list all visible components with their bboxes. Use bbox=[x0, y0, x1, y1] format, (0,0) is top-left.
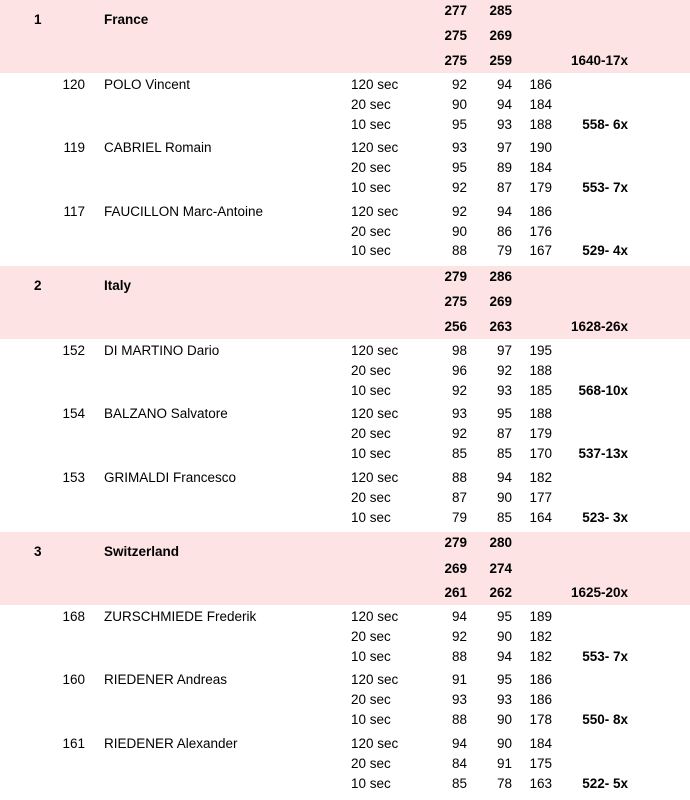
series-label: 20 sec bbox=[351, 160, 391, 175]
series-score: 92 bbox=[451, 383, 467, 398]
series-label: 120 sec bbox=[351, 343, 399, 358]
team-score: 263 bbox=[489, 319, 512, 334]
team-rank: 1 bbox=[34, 12, 42, 27]
team-score: 285 bbox=[489, 3, 512, 18]
series-sum: 179 bbox=[529, 426, 552, 441]
series-score: 92 bbox=[496, 363, 512, 378]
series-score: 93 bbox=[496, 383, 512, 398]
series-score: 87 bbox=[496, 426, 512, 441]
series-label: 120 sec bbox=[351, 204, 399, 219]
series-label: 120 sec bbox=[351, 609, 399, 624]
athlete-bib: 120 bbox=[62, 77, 85, 92]
series-sum: 167 bbox=[529, 243, 552, 258]
team-score: 262 bbox=[489, 585, 512, 600]
series-score: 86 bbox=[496, 224, 512, 239]
series-score: 94 bbox=[496, 470, 512, 485]
athlete-name: BALZANO Salvatore bbox=[104, 406, 228, 421]
series-score: 94 bbox=[496, 97, 512, 112]
series-sum: 184 bbox=[529, 97, 552, 112]
series-sum: 182 bbox=[529, 629, 552, 644]
series-label: 10 sec bbox=[351, 180, 391, 195]
series-score: 87 bbox=[496, 180, 512, 195]
series-sum: 163 bbox=[529, 776, 552, 791]
athlete-name: RIEDENER Andreas bbox=[104, 672, 228, 687]
series-score: 92 bbox=[451, 426, 467, 441]
athlete-bib: 154 bbox=[62, 406, 85, 421]
series-label: 10 sec bbox=[351, 383, 391, 398]
series-sum: 177 bbox=[529, 490, 552, 505]
series-score: 85 bbox=[451, 776, 467, 791]
series-sum: 178 bbox=[529, 712, 552, 727]
team-score: 261 bbox=[444, 585, 467, 600]
series-score: 94 bbox=[496, 649, 512, 664]
series-sum: 182 bbox=[529, 470, 552, 485]
series-sum: 186 bbox=[529, 692, 552, 707]
series-score: 90 bbox=[451, 224, 467, 239]
series-score: 96 bbox=[451, 363, 467, 378]
series-sum: 184 bbox=[529, 736, 552, 751]
series-score: 92 bbox=[451, 204, 467, 219]
series-score: 90 bbox=[496, 736, 512, 751]
athlete-total: 523- 3x bbox=[582, 510, 628, 525]
series-label: 10 sec bbox=[351, 776, 391, 791]
series-score: 90 bbox=[496, 629, 512, 644]
team-name: Italy bbox=[104, 278, 132, 293]
athlete-name: DI MARTINO Dario bbox=[104, 343, 220, 358]
series-score: 95 bbox=[496, 672, 512, 687]
team-score: 274 bbox=[489, 561, 512, 576]
athlete-total: 568-10x bbox=[578, 383, 628, 398]
series-sum: 184 bbox=[529, 160, 552, 175]
series-label: 20 sec bbox=[351, 224, 391, 239]
series-score: 93 bbox=[496, 692, 512, 707]
series-sum: 190 bbox=[529, 140, 552, 155]
athlete-bib: 161 bbox=[62, 736, 85, 751]
series-score: 97 bbox=[496, 140, 512, 155]
series-score: 95 bbox=[451, 117, 467, 132]
team-rank: 2 bbox=[34, 278, 42, 293]
series-label: 120 sec bbox=[351, 140, 399, 155]
athlete-total: 553- 7x bbox=[582, 649, 628, 664]
athlete-total: 529- 4x bbox=[582, 243, 628, 258]
athlete-total: 537-13x bbox=[578, 446, 628, 461]
series-sum: 188 bbox=[529, 406, 552, 421]
series-score: 91 bbox=[496, 756, 512, 771]
series-score: 88 bbox=[451, 712, 467, 727]
athlete-name: POLO Vincent bbox=[104, 77, 191, 92]
series-score: 93 bbox=[451, 692, 467, 707]
series-score: 90 bbox=[496, 712, 512, 727]
series-score: 90 bbox=[451, 97, 467, 112]
series-score: 78 bbox=[496, 776, 512, 791]
series-score: 79 bbox=[496, 243, 512, 258]
athlete-bib: 152 bbox=[62, 343, 85, 358]
team-score: 269 bbox=[489, 28, 512, 43]
athlete-name: ZURSCHMIEDE Frederik bbox=[104, 609, 257, 624]
series-score: 95 bbox=[496, 609, 512, 624]
team-total: 1625-20x bbox=[570, 585, 628, 600]
series-label: 20 sec bbox=[351, 756, 391, 771]
series-score: 93 bbox=[496, 117, 512, 132]
series-label: 20 sec bbox=[351, 692, 391, 707]
series-score: 93 bbox=[451, 140, 467, 155]
series-score: 90 bbox=[496, 490, 512, 505]
series-score: 94 bbox=[451, 736, 467, 751]
series-score: 94 bbox=[496, 204, 512, 219]
series-label: 10 sec bbox=[351, 712, 391, 727]
series-score: 92 bbox=[451, 629, 467, 644]
athlete-total: 522- 5x bbox=[582, 776, 628, 791]
series-score: 91 bbox=[451, 672, 467, 687]
team-score: 277 bbox=[444, 3, 467, 18]
athlete-bib: 119 bbox=[63, 140, 85, 155]
series-sum: 188 bbox=[529, 363, 552, 378]
team-score: 279 bbox=[444, 535, 467, 550]
series-score: 85 bbox=[496, 510, 512, 525]
team-score: 275 bbox=[444, 53, 467, 68]
series-sum: 189 bbox=[529, 609, 552, 624]
athlete-name: FAUCILLON Marc-Antoine bbox=[104, 204, 264, 219]
series-score: 95 bbox=[496, 406, 512, 421]
series-sum: 195 bbox=[529, 343, 552, 358]
team-name: Switzerland bbox=[104, 544, 180, 559]
series-sum: 175 bbox=[529, 756, 552, 771]
series-label: 20 sec bbox=[351, 97, 391, 112]
athlete-name: CABRIEL Romain bbox=[104, 140, 212, 155]
team-score: 275 bbox=[444, 294, 467, 309]
series-label: 20 sec bbox=[351, 629, 391, 644]
team-rank: 3 bbox=[34, 544, 42, 559]
series-sum: 176 bbox=[529, 224, 552, 239]
team-score: 259 bbox=[489, 53, 512, 68]
athlete-bib: 160 bbox=[62, 672, 85, 687]
athlete-total: 550- 8x bbox=[582, 712, 628, 727]
athlete-name: GRIMALDI Francesco bbox=[104, 470, 237, 485]
series-sum: 164 bbox=[529, 510, 552, 525]
team-score: 269 bbox=[444, 561, 467, 576]
series-score: 98 bbox=[451, 343, 467, 358]
series-score: 95 bbox=[451, 160, 467, 175]
series-score: 79 bbox=[451, 510, 467, 525]
series-label: 20 sec bbox=[351, 490, 391, 505]
series-score: 93 bbox=[451, 406, 467, 421]
athlete-bib: 117 bbox=[63, 204, 85, 219]
series-score: 87 bbox=[451, 490, 467, 505]
series-score: 94 bbox=[451, 609, 467, 624]
team-total: 1628-26x bbox=[570, 319, 628, 334]
series-score: 89 bbox=[496, 160, 512, 175]
series-score: 88 bbox=[451, 470, 467, 485]
series-score: 88 bbox=[451, 243, 467, 258]
series-label: 10 sec bbox=[351, 117, 391, 132]
athlete-bib: 153 bbox=[62, 470, 85, 485]
series-sum: 186 bbox=[529, 77, 552, 92]
team-score: 280 bbox=[489, 535, 512, 550]
series-sum: 188 bbox=[529, 117, 552, 132]
athlete-name: RIEDENER Alexander bbox=[104, 736, 238, 751]
series-sum: 185 bbox=[529, 383, 552, 398]
series-label: 20 sec bbox=[351, 363, 391, 378]
series-score: 84 bbox=[451, 756, 467, 771]
series-score: 88 bbox=[451, 649, 467, 664]
athlete-bib: 168 bbox=[62, 609, 85, 624]
series-label: 10 sec bbox=[351, 243, 391, 258]
team-score: 279 bbox=[444, 269, 467, 284]
series-score: 92 bbox=[451, 77, 467, 92]
series-sum: 186 bbox=[529, 204, 552, 219]
series-label: 10 sec bbox=[351, 510, 391, 525]
series-label: 10 sec bbox=[351, 649, 391, 664]
team-name: France bbox=[104, 12, 149, 27]
team-score: 275 bbox=[444, 28, 467, 43]
series-sum: 186 bbox=[529, 672, 552, 687]
team-score: 286 bbox=[489, 269, 512, 284]
series-label: 120 sec bbox=[351, 470, 399, 485]
series-sum: 170 bbox=[529, 446, 552, 461]
series-score: 92 bbox=[451, 180, 467, 195]
team-total: 1640-17x bbox=[570, 53, 628, 68]
team-score: 256 bbox=[444, 319, 467, 334]
series-score: 94 bbox=[496, 77, 512, 92]
series-sum: 179 bbox=[529, 180, 552, 195]
series-label: 10 sec bbox=[351, 446, 391, 461]
series-label: 120 sec bbox=[351, 672, 399, 687]
series-sum: 182 bbox=[529, 649, 552, 664]
series-score: 85 bbox=[451, 446, 467, 461]
series-score: 85 bbox=[496, 446, 512, 461]
team-score: 269 bbox=[489, 294, 512, 309]
athlete-total: 558- 6x bbox=[582, 117, 628, 132]
series-score: 97 bbox=[496, 343, 512, 358]
series-label: 120 sec bbox=[351, 406, 399, 421]
athlete-total: 553- 7x bbox=[582, 180, 628, 195]
series-label: 120 sec bbox=[351, 77, 399, 92]
series-label: 20 sec bbox=[351, 426, 391, 441]
series-label: 120 sec bbox=[351, 736, 399, 751]
